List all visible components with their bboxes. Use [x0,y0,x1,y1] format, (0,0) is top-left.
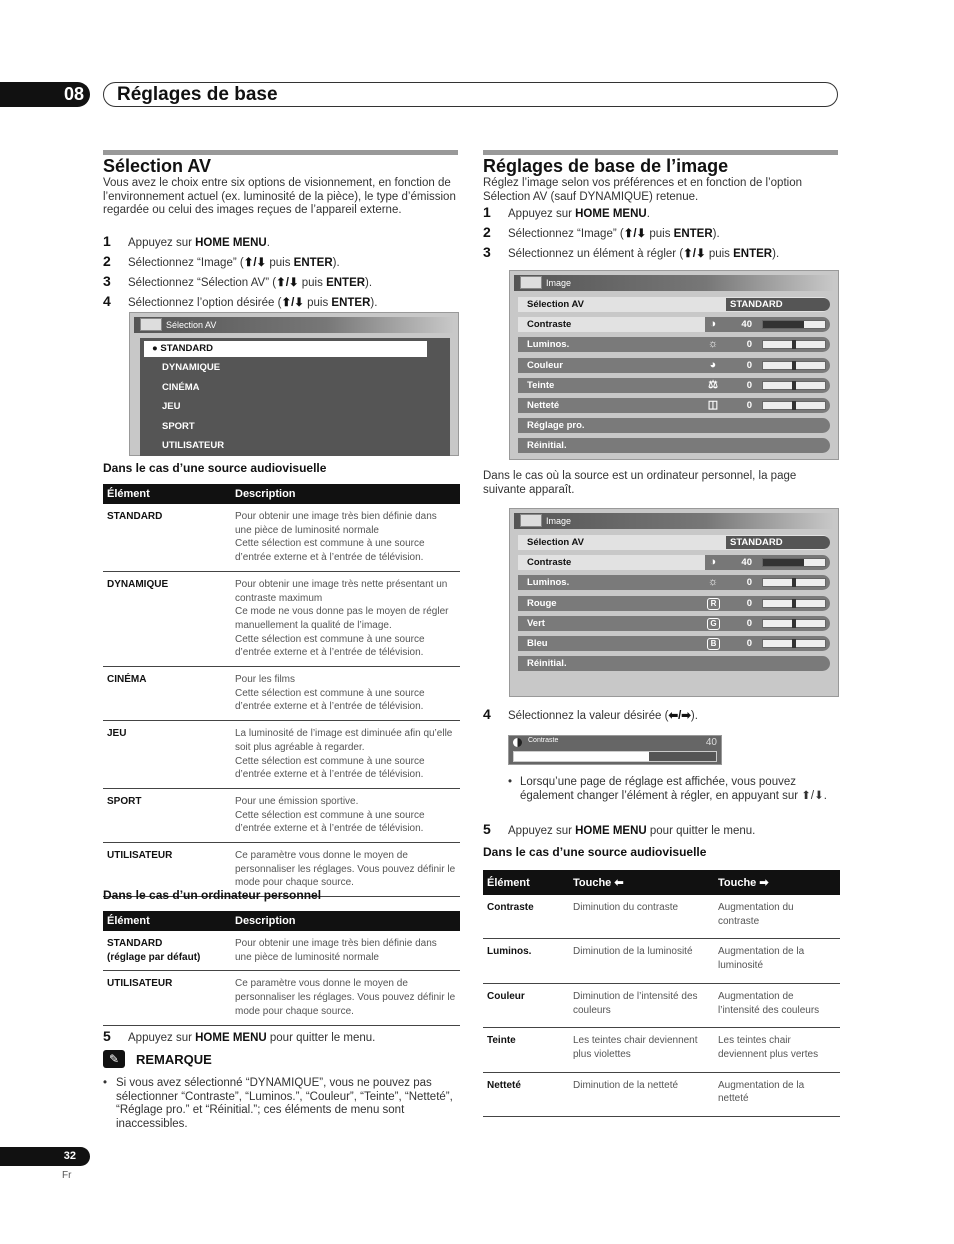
menu-item[interactable] [518,636,830,651]
row-value: Augmentation du contraste [714,895,840,939]
column-header: Élément [483,870,569,895]
step-text-end: ). [712,228,720,240]
table-row [103,571,460,666]
step-1 [103,234,458,251]
table-header [103,484,460,504]
step-number: 1 [483,204,491,220]
step-4 [103,294,458,311]
page-number: 32 [0,1147,90,1166]
column-header: Touche ➡ [714,870,840,895]
pc-note: Dans le cas où la source est un ordinateur personnel, la page suivante apparaît. [483,470,797,496]
step-3 [483,245,838,262]
level-marker [792,381,796,390]
step-2 [103,254,458,271]
menu-item-label: Rouge [527,597,557,609]
step-text-end: ). [365,277,373,289]
level-bar [762,361,826,370]
menu-item-label: Réinitial. [527,440,567,452]
table-row [483,983,840,1027]
remark-title: REMARQUE [136,1052,212,1067]
column-header: Élément [103,484,231,504]
bullet-dot: • [103,1077,108,1089]
level-bar [762,619,826,628]
menu-item-label: Teinte [527,379,555,391]
step-key: HOME MENU [195,1032,267,1044]
step-text-end: . [646,208,650,220]
step-key: HOME MENU [195,237,267,249]
step-text-start: Sélectionnez l’option désirée ( [128,297,282,309]
av-option[interactable]: UTILISATEUR [162,440,225,451]
row-description: Ce paramètre vous donne le moyen de personnaliser les réglages. Vous pouvez définir le mode pour chaque source. [231,843,460,897]
osd-selection-av [129,312,459,456]
column-header: Touche ⬅ [569,870,714,895]
step-text-start: Sélectionnez “Image” ( [508,228,624,240]
menu-item[interactable] [518,438,830,453]
table-row [103,504,460,571]
brightness-icon: ☼ [707,338,719,351]
menu-item-value: 0 [746,359,752,371]
menu-item-value: 0 [746,638,752,649]
row-description: Pour une émission sportive. Cette sélection est commune à une source d’entrée externe et à l’entrée de télévision. [231,788,460,842]
step-text-start: Sélectionnez “Sélection AV” ( [128,277,277,289]
row-description: La luminosité de l’image est diminuée afin qu’elle soit plus agréable à regarder. Cette sélection est commune à une source d’entrée externe et à l’entrée de télévision. [231,721,460,789]
row-key: DYNAMIQUE [103,571,231,666]
menu-item[interactable] [518,398,830,413]
brightness-icon: ☼ [707,576,719,589]
step-2 [483,225,838,242]
row-key: Netteté [483,1072,569,1116]
osd-picture-menu-pc [509,508,839,697]
step-text-mid: puis [298,277,327,289]
step-text-end: ). [690,710,698,722]
chapter-number: 08 [0,82,90,107]
menu-item-label: Réglage pro. [527,420,585,432]
step-number: 3 [103,273,111,289]
step-text: Appuyez sur [508,825,576,837]
step-text-end: pour quitter le menu. [266,1032,376,1044]
osd-titlebar [514,275,834,291]
step-number: 4 [103,293,111,309]
step-number: 5 [103,1028,111,1044]
section-rule [483,150,838,155]
row-value: Augmentation de la netteté [714,1072,840,1116]
step-5-right [483,822,838,839]
table-row [103,931,460,971]
step-key: HOME MENU [575,208,647,220]
step-text-start: Sélectionnez “Image” ( [128,257,244,269]
column-header: Description [231,484,460,504]
row-value: Augmentation de l’intensité des couleurs [714,983,840,1027]
step-text-end: ). [370,297,378,309]
row-key: CINÉMA [103,667,231,721]
step-text: Appuyez sur [128,1032,196,1044]
table-row [103,971,460,1025]
row-description: Pour obtenir une image très bien définie dans une pièce de luminosité normale Cette sélection est commune à une source d’entrée externe et à l’entrée de télévision. [231,504,460,571]
level-marker [792,578,796,587]
step-text-end: pour quitter le menu. [646,825,756,837]
step-number: 2 [483,224,491,240]
table-header [483,870,840,895]
av-option[interactable]: CINÉMA [162,381,200,393]
menu-item-label: Sélection AV [527,299,585,310]
row-key: UTILISATEUR [103,843,231,897]
step-text-start: Appuyez sur [128,237,196,249]
contrast-icon: ◑ [709,318,717,331]
step-text [128,296,377,311]
step-4-right [483,707,838,724]
column-header: Description [231,911,460,931]
level-marker [792,340,796,349]
level-marker [792,639,796,648]
av-source-table [103,484,460,897]
menu-item[interactable] [518,656,830,671]
menu-item-value: 0 [746,339,752,351]
menu-item-value: 0 [746,400,752,411]
steps-list [103,234,458,314]
row-description: Pour obtenir une image très nette présentant un contraste maximum Ce mode ne vous donne pas le moyen de régler manuellement la qualité de l’image. Cette sélection est commune à une source d’entrée externe et à l’entrée de télévision. [231,571,460,666]
picture-menu-icon [520,514,542,527]
step-key: ENTER [326,277,366,289]
row-key: STANDARD [103,504,231,571]
row-value: Augmentation de la luminosité [714,939,840,983]
contrast-icon: ◑ [709,556,717,569]
menu-item-label: Luminos. [527,339,570,351]
osd-title: Image [546,516,572,526]
slider-track[interactable] [513,751,717,762]
level-bar [762,381,826,390]
picture-menu-icon [520,276,542,289]
step-text [128,276,372,291]
section-rule [103,150,458,155]
remark-text: Si vous avez sélectionné “DYNAMIQUE”, vous ne pouvez pas sélectionner “Contraste”, “Luminos.”, “Couleur”, “Teinte”, “Netteté”, “Réglage pro.” et “Réinitial.”; ces éléments de menu sont inaccessibles. [116,1077,453,1130]
arrow-keys: ⬅/➡ [668,710,691,722]
level-bar [762,340,826,349]
sharpness-icon: ◫ [707,399,719,411]
row-key: Teinte [483,1028,569,1072]
step-key: ENTER [673,228,713,240]
menu-item-label: Luminos. [527,577,570,589]
av-option[interactable]: SPORT [162,420,195,432]
menu-item-label: Couleur [527,359,563,371]
osd-titlebar [514,513,834,529]
bullet-dot: • [508,776,513,788]
row-description: Pour les films Cette sélection est commune à une source d’entrée externe et à l’entrée de télévision. [231,667,460,721]
row-key: Couleur [483,983,569,1027]
menu-item-value: 0 [746,577,752,589]
level-marker [792,361,796,370]
arrow-keys: ⬆/⬇ [281,297,304,309]
level-bar [762,558,826,567]
tint-icon: ⚖ [708,378,718,391]
table-row [483,1028,840,1072]
av-option[interactable]: DYNAMIQUE [162,362,221,374]
picture-menu-icon [140,318,162,331]
menu-item-value: 0 [746,617,752,629]
step-5-left [103,1029,458,1046]
step-text-start: Sélectionnez un élément à régler ( [508,248,684,260]
table1-heading: Dans le cas d’une source audiovisuelle [103,461,327,475]
menu-item-label: Réinitial. [527,658,567,670]
pc-source-table [103,911,460,1026]
row-value: Les teintes chair deviennent plus vertes [714,1028,840,1072]
table-row [483,939,840,983]
menu-item-value: 40 [741,557,752,569]
level-fill [763,321,804,328]
adjustment-table [483,870,840,1117]
menu-item-label: Contraste [527,319,572,331]
menu-item-value: 40 [741,319,752,331]
table-row [483,1072,840,1116]
pencil-icon: ✎ [103,1050,125,1068]
section-title-selection-av: Sélection AV [103,156,212,176]
step-text [128,256,340,271]
level-bar [762,401,826,410]
step-text-end: . [266,237,270,249]
menu-item[interactable] [518,358,830,373]
menu-item[interactable] [518,555,830,570]
step-text-start: Appuyez sur [508,208,576,220]
row-key: Luminos. [483,939,569,983]
step-number: 5 [483,821,491,837]
menu-item-label: Contraste [527,557,572,569]
intro-text: Vous avez le choix entre six options de visionnement, en fonction de l’environnement actuel (ex. luminosité de la pièce), le type d’émission regardée ou celui des images reçues de l’appareil externe. [103,177,456,216]
menu-item-label: Sélection AV [527,537,585,548]
osd-title: Image [546,278,572,288]
step-text-mid: puis [646,228,674,240]
contrast-slider-osd [508,735,722,765]
step-text [508,247,779,262]
slider-label: Contraste [528,737,559,744]
step-text-mid: puis [705,248,734,260]
step-1 [483,205,838,222]
osd-picture-menu [509,270,839,460]
row-key: JEU [103,721,231,789]
arrow-keys: ⬆/⬇ [243,257,267,269]
step-key: ENTER [733,248,773,260]
row-value: Diminution de l’intensité des couleurs [569,983,714,1027]
arrow-keys: ⬆/⬇ [683,248,706,260]
menu-item[interactable] [518,378,830,393]
table-row [103,788,460,842]
av-option[interactable]: JEU [162,401,181,413]
menu-item[interactable] [518,596,830,611]
step-number: 2 [103,253,111,269]
arrow-keys: ⬆/⬇ [276,277,299,289]
step-key: ENTER [293,257,333,269]
av-options-list [140,338,450,456]
tip-text: Lorsqu’une page de réglage est affichée, vous pouvez également changer l’élément à régler, en appuyant sur ⬆/⬇. [520,776,827,802]
menu-item[interactable] [518,535,830,550]
level-bar [762,320,826,329]
row-value: Diminution du contraste [569,895,714,939]
table3-heading: Dans le cas d’une source audiovisuelle [483,845,707,859]
section-title-picture: Réglages de base de l’image [483,156,729,176]
menu-item-label: Bleu [527,638,548,649]
row-key: UTILISATEUR [103,971,231,1025]
channel-g-icon: G [707,618,720,630]
row-key: Contraste [483,895,569,939]
menu-item[interactable] [518,317,830,332]
menu-item[interactable] [518,616,830,631]
slider-fill [514,752,649,761]
menu-item[interactable] [518,418,830,433]
table-row [103,721,460,789]
menu-item[interactable] [518,337,830,352]
menu-item-value: 0 [746,379,752,391]
contrast-icon [513,738,522,747]
row-value: Les teintes chair deviennent plus violettes [569,1028,714,1072]
level-fill [763,559,804,566]
menu-item-value: 0 [746,597,752,609]
step-text-mid: puis [266,257,294,269]
menu-item[interactable] [518,297,830,312]
color-icon: ◕ [709,358,717,371]
level-marker [792,599,796,608]
menu-item[interactable] [518,575,830,590]
chapter-title: Réglages de base [103,82,838,107]
step-text-end: ). [332,257,340,269]
osd-title: Sélection AV [166,320,217,330]
menu-item-value: STANDARD [726,536,830,549]
menu-item-value: STANDARD [726,298,830,311]
row-key: SPORT [103,788,231,842]
step-text [508,227,720,242]
level-marker [792,619,796,628]
column-header: Élément [103,911,231,931]
table-header [103,911,460,931]
row-description: Ce paramètre vous donne le moyen de personnaliser les réglages. Vous pouvez définir le mode pour chaque source. [231,971,460,1025]
osd-titlebar [134,317,454,333]
level-marker [792,401,796,410]
step-text-mid: puis [303,297,332,309]
remark-bullet [103,1077,460,1131]
row-description: Pour obtenir une image très bien définie dans une pièce de luminosité normale [231,931,460,971]
step-key: HOME MENU [575,825,647,837]
step-key: ENTER [331,297,371,309]
menu-item-label: Netteté [527,400,560,411]
arrow-keys: ⬆/⬇ [623,228,647,240]
tip-bullet [508,776,838,803]
radio-dot-icon: ● [152,343,161,354]
level-bar [762,578,826,587]
row-key: STANDARD (réglage par défaut) [103,931,231,971]
step-3 [103,274,458,291]
table2-heading: Dans le cas d’un ordinateur personnel [103,888,322,902]
slider-value: 40 [705,737,717,748]
row-value: Diminution de la luminosité [569,939,714,983]
step-text [508,207,650,222]
av-option-selected[interactable] [144,341,427,357]
step-number: 1 [103,233,111,249]
menu-item-label: Vert [527,617,545,629]
av-option-label: STANDARD [160,343,213,354]
intro-text: Réglez l’image selon vos préférences et en fonction de l’option Sélection AV (sauf DYNAMIQUE) retenue. [483,177,802,203]
row-value: Diminution de la netteté [569,1072,714,1116]
step-text: Sélectionnez la valeur désirée ( [508,710,669,722]
table-row [483,895,840,939]
channel-r-icon: R [707,598,720,610]
level-bar [762,639,826,648]
table-row [103,667,460,721]
channel-b-icon: B [707,638,720,650]
step-text [128,236,270,251]
steps-list [483,205,838,265]
level-bar [762,599,826,608]
step-number: 3 [483,244,491,260]
step-number: 4 [483,706,491,722]
step-text-end: ). [772,248,780,260]
language-code: Fr [62,1170,72,1181]
